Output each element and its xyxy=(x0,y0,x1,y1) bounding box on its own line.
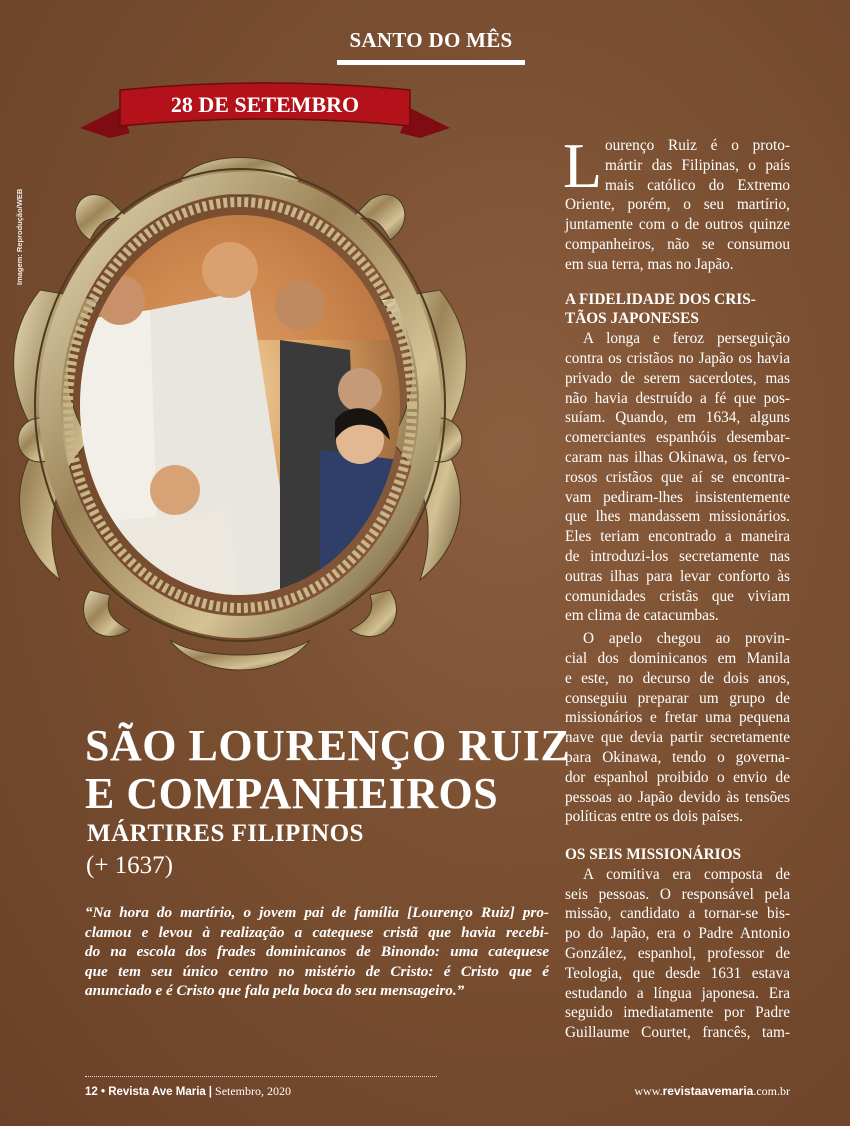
text-line: A longa e feroz perseguição xyxy=(583,330,790,348)
section-heading: OS SEIS MISSIONÁRIOS xyxy=(565,846,741,864)
text-line: comerciantes espanhóis desembar- xyxy=(565,429,790,447)
quote-line: do na escola dos frades dominicanos de Binondo: uma catequese xyxy=(85,943,549,960)
years: (+ 1637) xyxy=(86,852,173,879)
text-line: cial dos dominicanos em Manila xyxy=(565,649,790,667)
footer-separator: | xyxy=(208,1086,213,1098)
text-line: seguido imediatamente por Padre xyxy=(565,1004,790,1022)
text-line: po do Japão, era o Padre Antonio xyxy=(565,925,790,943)
image-credit: Imagem: Reprodução/WEB xyxy=(15,188,24,285)
issue-date: Setembro, 2020 xyxy=(215,1084,292,1098)
text-line: que lhes mandassem missionários. xyxy=(565,508,790,526)
title-line-2: E COMPANHEIROS xyxy=(85,769,499,818)
intro-paragraph xyxy=(563,130,790,275)
quote-line: clamou e levou à realização a catequese cristã que havia recebi- xyxy=(85,923,549,941)
text-line: para Okinawa, tendo o governa- xyxy=(565,748,790,766)
heading-line: A FIDELIDADE DOS CRIS- xyxy=(565,290,756,308)
text-line: missionários e fretar uma pequena xyxy=(565,709,790,727)
text-line: O apelo chegou ao provin- xyxy=(583,630,790,648)
date-banner: 28 DE SETEMBRO xyxy=(170,92,360,117)
url-prefix: www. xyxy=(634,1084,663,1098)
article-body xyxy=(563,130,790,1043)
quote-line: anunciado e é Cristo que fala pela boca do seu mensageiro.” xyxy=(85,982,465,999)
text-line: Oriente, porém, o seu martírio, xyxy=(565,196,790,214)
footer-left xyxy=(85,1084,291,1099)
text-line: caram nas ilhas Okinawa, os fervo- xyxy=(565,448,790,466)
text-line: e este, no decurso de dois anos, xyxy=(565,669,790,687)
text-line: ourenço Ruiz é o proto- xyxy=(605,137,790,154)
text-line: não havia destruído a fé que pos- xyxy=(565,389,790,407)
text-line: estudando a língua japonesa. Era xyxy=(565,984,790,1002)
text-line: de introduzi-los secretamente nas xyxy=(565,547,790,565)
text-line: dor espanhol proibido o envio de xyxy=(565,768,790,786)
heading-line: TÃOS JAPONESES xyxy=(565,310,699,328)
footer-divider xyxy=(85,1076,437,1077)
text-line: mais católico do Extremo xyxy=(605,176,790,194)
drop-cap: L xyxy=(563,130,603,201)
subtitle: MÁRTIRES FILIPINOS xyxy=(87,820,364,847)
website-link[interactable] xyxy=(634,1084,790,1099)
section-underline xyxy=(337,60,525,65)
quote-line: que tem seu único centro no mistério de Cristo: é Cristo que é xyxy=(85,962,549,980)
text-line: rosos cristãos que aí se encontra- xyxy=(565,468,790,486)
paragraph xyxy=(565,329,790,626)
url-domain: revistaavemaria xyxy=(662,1084,754,1098)
text-line: seis pessoas. O responsável pela xyxy=(565,885,790,903)
text-line: missão, candidato a tornar-se bis- xyxy=(565,905,790,923)
page-number: 12 • Revista Ave Maria xyxy=(85,1086,206,1098)
text-line: políticas entre os dois países. xyxy=(565,808,744,826)
text-line: González, espanhol, professor de xyxy=(565,945,790,963)
section-label: SANTO DO MÊS xyxy=(349,28,513,52)
text-line: em clima de catacumbas. xyxy=(565,607,719,625)
text-line: companheiros, não se consumou xyxy=(565,235,790,253)
text-line: contra os cristãos no Japão os havia xyxy=(565,349,790,367)
text-line: pessoas ao Japão devido às tensões xyxy=(565,788,790,806)
text-line: mártir das Filipinas, o país xyxy=(605,156,790,174)
url-suffix: .com.br xyxy=(753,1084,790,1098)
text-line: privado de serem sacerdotes, mas xyxy=(565,369,790,387)
text-line: A comitiva era composta de xyxy=(583,865,790,883)
text-line: juntamente com o de outros quinze xyxy=(565,216,790,234)
text-line: vam pediram-lhes insistentemente xyxy=(565,488,790,506)
section-heading xyxy=(565,290,790,330)
text-line: suíam. Quando, em 1634, alguns xyxy=(565,409,790,427)
text-line: nave que devia partir secretamente xyxy=(565,729,790,747)
pull-quote xyxy=(85,903,549,1001)
paragraph xyxy=(565,629,790,827)
paragraph xyxy=(565,865,790,1043)
text-line: outras ilhas para levar conforto às xyxy=(565,567,790,585)
title-line-1: SÃO LOURENÇO RUIZ xyxy=(85,721,571,770)
saint-portrait-frame xyxy=(0,140,475,680)
text-line: Guillaume Courtet, francês, tam- xyxy=(565,1024,790,1042)
text-line: conseguiu preparar um grupo de xyxy=(565,689,790,707)
quote-line: “Na hora do martírio, o jovem pai de família [Lourenço Ruiz] pro- xyxy=(85,904,549,921)
text-line: comunidades cristãs que viviam xyxy=(565,587,790,605)
text-line: Eles teriam encontrado a maneira xyxy=(565,528,790,546)
text-line: Teologia, que desde 1631 estava xyxy=(565,964,790,982)
text-line: em sua terra, mas no Japão. xyxy=(565,255,734,273)
